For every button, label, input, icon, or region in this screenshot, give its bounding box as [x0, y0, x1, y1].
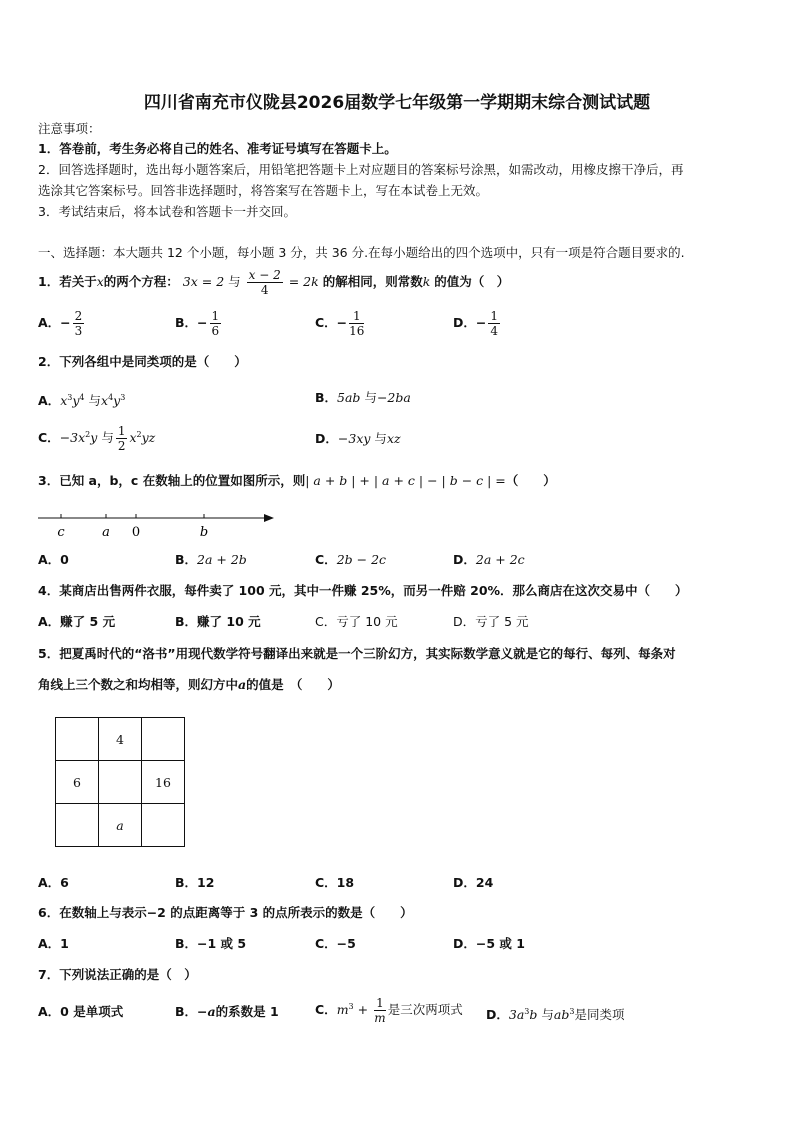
question-7-stem: 7．下列说法正确的是（ ）	[38, 967, 197, 982]
grid-cell: 4	[99, 718, 142, 761]
grid-cell	[99, 761, 142, 804]
option-a: A．赚了 5 元	[38, 614, 116, 629]
notice-item: 2．回答选择题时，选出每小题答案后，用铅笔把答题卡上对应题目的答案标号涂黑，如需改动，用橡皮擦干净后，再	[38, 162, 684, 177]
option-a: A．$x^3y^4$ 与$x^4y^3$	[38, 393, 126, 409]
page-title: 四川省南充市仪陇县2026届数学七年级第一学期期末综合测试试题	[143, 93, 651, 113]
notice-heading: 注意事项：	[38, 121, 101, 136]
option-c: C．2b − 2c	[315, 552, 387, 567]
option-c: C．$m^3$ + $\frac{1}{m}$ 是三次两项式	[315, 996, 463, 1025]
option-a: A．0	[38, 552, 69, 567]
option-c: C．亏了 10 元	[315, 614, 398, 629]
option-d: D．−3xy 与xz	[315, 431, 401, 446]
section-heading: 一、选择题：本大题共 12 个小题，每小题 3 分，共 36 分.在每小题给出的四个选项中，只有一项是符合题目要求的.	[38, 245, 685, 260]
option-d: D．$3a^3b$ 与$ab^3$是同类项	[486, 1007, 625, 1023]
notice-item: 选涂其它答案标号。回答非选择题时，将答案写在答题卡上，写在本试卷上无效。	[38, 183, 489, 198]
option-a: A．0 是单项式	[38, 1004, 124, 1019]
option-d: D．2a + 2c	[453, 552, 525, 567]
label-b: b	[199, 525, 209, 540]
grid-cell: 16	[142, 761, 185, 804]
option-b: B．2a + 2b	[175, 552, 247, 567]
option-b: B．− $\frac{1}{6}$	[175, 309, 220, 338]
grid-cell: 6	[56, 761, 99, 804]
question-2-stem: 2．下列各组中是同类项的是（ ）	[38, 354, 247, 369]
question-3-stem: 3．已知 a，b，c 在数轴上的位置如图所示，则| a + b | + | a + c | − | b − c | =（ ）	[38, 473, 556, 488]
grid-cell: a	[99, 804, 142, 847]
label-c: c	[57, 525, 65, 540]
label-a: a	[102, 525, 110, 540]
option-c: C．$-3x^2y$ 与 $\frac{1}{2}$ $x^2yz$	[38, 424, 156, 453]
label-zero: 0	[131, 525, 141, 540]
question-4-stem: 4．某商店出售两件衣服，每件卖了 100 元，其中一件赚 25%，而另一件赔 20%．那么商店在这次交易中（ ）	[38, 583, 688, 598]
arrow-icon	[264, 514, 274, 522]
option-c: C．18	[315, 875, 355, 890]
option-a: A．− $\frac{2}{3}$	[38, 309, 83, 338]
option-c: C．− $\frac{1}{16}$	[315, 309, 365, 338]
question-5-stem-line2: 角线上三个数之和均相等，则幻方中a的值是 （ ）	[38, 677, 340, 692]
option-b: B．赚了 10 元	[175, 614, 261, 629]
question-5-stem: 5．把夏禹时代的“洛书”用现代数学符号翻译出来就是一个三阶幻方，其实际数学意义就是它的每行、每列、每条对	[38, 646, 676, 661]
option-d: D．−5 或 1	[453, 936, 525, 951]
option-a: A．1	[38, 936, 69, 951]
grid-cell	[142, 804, 185, 847]
magic-square	[55, 717, 185, 847]
grid-cell	[56, 718, 99, 761]
option-d: D．24	[453, 875, 494, 890]
grid-cell	[142, 718, 185, 761]
notice-item: 3．考试结束后，将本试卷和答题卡一并交回。	[38, 204, 296, 219]
question-1-stem: 1．若关于x的两个方程： 3x = 2 与 $\frac{x - 2}{4}$ = 2k 的解相同，则常数k 的值为（ ）	[38, 268, 510, 297]
option-c: C．−5	[315, 936, 356, 951]
fraction: $\frac{x - 2}{4}$	[248, 268, 281, 297]
grid-cell	[56, 804, 99, 847]
option-b: B．5ab 与−2ba	[315, 390, 411, 405]
question-6-stem: 6．在数轴上与表示−2 的点距离等于 3 的点所表示的数是（ ）	[38, 905, 413, 920]
option-b: B．−1 或 5	[175, 936, 247, 951]
option-b: B．12	[175, 875, 215, 890]
number-line	[36, 506, 276, 542]
option-b: B．−a的系数是 1	[175, 1004, 279, 1019]
option-d: D．亏了 5 元	[453, 614, 529, 629]
notice-item: 1．答卷前，考生务必将自己的姓名、准考证号填写在答题卡上。	[38, 141, 397, 156]
option-a: A．6	[38, 875, 69, 890]
option-d: D．− $\frac{1}{4}$	[453, 309, 498, 338]
